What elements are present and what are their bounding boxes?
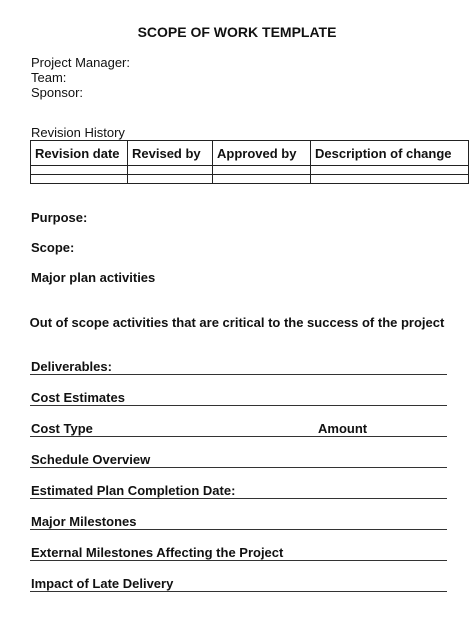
table-cell[interactable] [31,166,128,175]
revision-history-table [30,140,469,184]
out-of-scope-heading: Out of scope activities that are critical to the success of the project [29,315,445,330]
cost-estimates-heading: Cost Estimates [31,390,125,405]
sponsor-label: Sponsor: [31,85,84,100]
table-cell[interactable] [31,175,128,184]
major-milestones-heading: Major Milestones [31,514,137,529]
table-cell[interactable] [213,166,311,175]
schedule-overview-rule [30,467,447,468]
col-revision-date: Revision date [31,141,128,166]
col-revised-by: Revised by [128,141,213,166]
amount-heading: Amount [318,421,368,436]
cost-estimates-rule [30,405,447,406]
table-cell[interactable] [128,175,213,184]
major-plan-heading: Major plan activities [31,270,156,285]
team-label: Team: [31,70,67,85]
cost-type-heading: Cost Type [31,421,93,436]
col-approved-by: Approved by [213,141,311,166]
scope-heading: Scope: [31,240,75,255]
table-header-row [31,141,469,166]
table-row [31,175,469,184]
document-title: SCOPE OF WORK TEMPLATE [137,24,337,40]
revision-history-label: Revision History [31,125,125,140]
table-cell[interactable] [311,166,469,175]
deliverables-heading: Deliverables: [31,359,112,374]
completion-date-rule [30,498,447,499]
completion-date-heading: Estimated Plan Completion Date: [31,483,236,498]
external-milestones-rule [30,560,447,561]
cost-type-rule [30,436,447,437]
external-milestones-heading: External Milestones Affecting the Project [31,545,284,560]
table-row [31,166,469,175]
schedule-overview-heading: Schedule Overview [31,452,151,467]
table-cell[interactable] [311,175,469,184]
late-delivery-impact-rule [30,591,447,592]
table-cell[interactable] [213,175,311,184]
major-milestones-rule [30,529,447,530]
project-manager-label: Project Manager: [31,55,130,70]
purpose-heading: Purpose: [31,210,88,225]
late-delivery-impact-heading: Impact of Late Delivery [31,576,174,591]
table-cell[interactable] [128,166,213,175]
col-description-of-change: Description of change [311,141,469,166]
deliverables-rule [30,374,447,375]
